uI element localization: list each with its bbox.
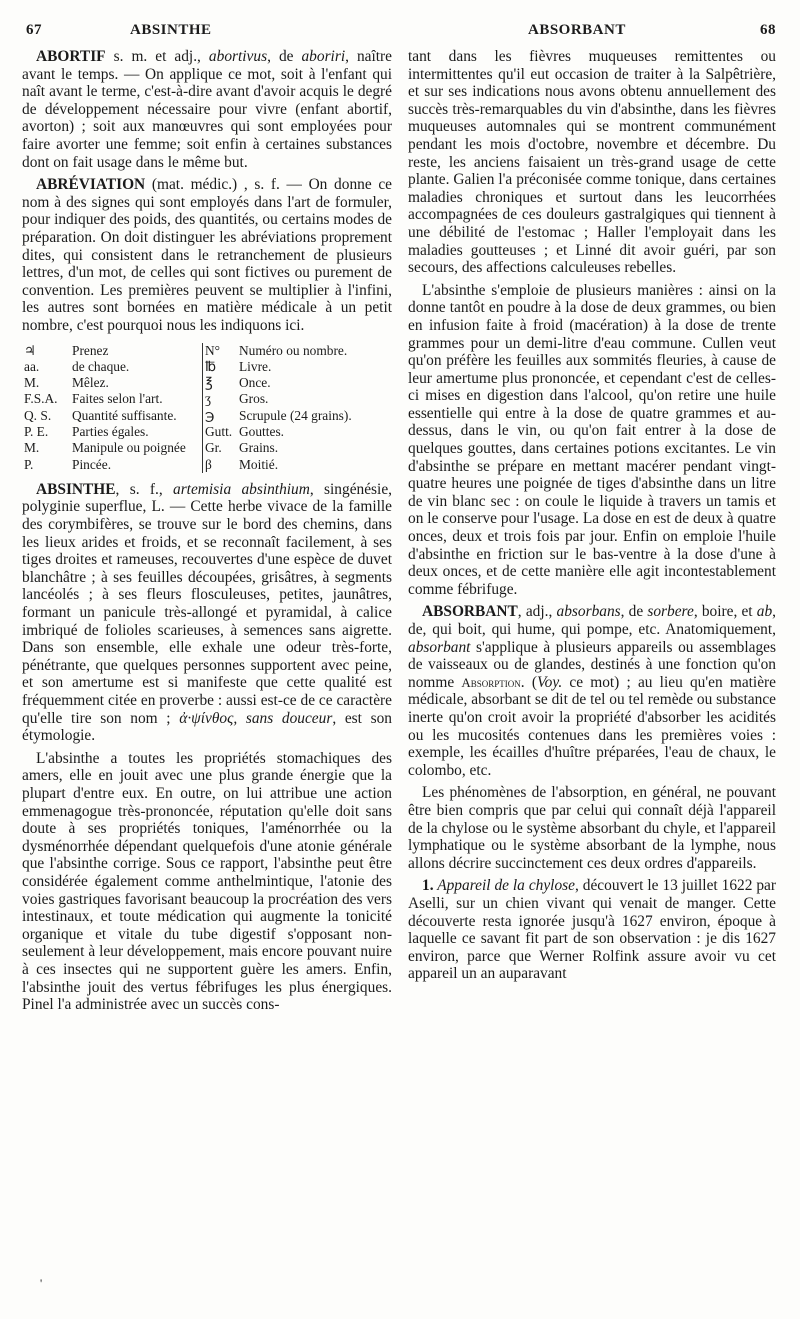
abbr-meaning: Moitié.: [239, 456, 279, 472]
text-fragment: . (: [520, 673, 537, 691]
abbreviation-row: [22, 391, 390, 407]
abbr-symbol: β: [205, 456, 212, 472]
abbr-symbol: ℥: [205, 375, 213, 391]
running-title-left: ABSINTHE: [130, 22, 212, 38]
page-mark: ': [40, 1276, 43, 1290]
small-caps-term: Absorption: [461, 674, 521, 690]
abbr-meaning: Prenez: [70, 343, 203, 359]
abbreviation-row: [22, 457, 390, 473]
abbr-symbol: M.: [24, 440, 40, 456]
abbr-symbol: ♃: [24, 342, 37, 358]
entry-head: ABORTIF: [36, 48, 106, 65]
entry-head: ABRÉVIATION: [36, 176, 146, 194]
latin-term: absorbant: [408, 638, 471, 656]
abbr-meaning: Parties égales.: [70, 424, 203, 440]
abbr-symbol: ʒ: [205, 391, 211, 407]
latin-term: artemisia absinthium: [173, 480, 310, 498]
abbr-meaning: Gouttes.: [239, 423, 285, 439]
entry-body: ce mot) ; au lieu qu'en matière médicale, absorbant se dit de tel ou tel remède ou substance inerte qu'on croit avoir la propriété d'absorber les acidités ou les mucosités contenues dans les premières voies : exemple, les écailles d'huître préparées, l'eau de chaux, le colombo, etc.: [408, 673, 776, 779]
abbr-symbol: Q. S.: [24, 407, 52, 423]
page-header: [26, 22, 776, 44]
abbr-meaning: Numéro ou nombre.: [239, 342, 348, 358]
abbr-meaning: Pincée.: [70, 457, 203, 473]
entry-absinthe: [22, 481, 392, 745]
latin-term: ab: [756, 603, 773, 621]
abbr-meaning: Faites selon l'art.: [70, 391, 203, 407]
entry-abreviation: [22, 176, 392, 334]
text-fragment: , de, qui boit, qui hume, qui pompe, etc. Anatomiquement,: [408, 603, 777, 638]
text-fragment: , de: [267, 48, 302, 65]
abbreviation-row: [22, 424, 390, 440]
abbreviation-row: [22, 359, 390, 375]
text-fragment: , boire, et: [693, 603, 757, 621]
text-fragment: , est son étymologie.: [22, 709, 392, 745]
abbr-meaning: Quantité suffisante.: [70, 408, 203, 424]
page-number-right: 68: [760, 22, 776, 38]
paragraph-absorption-phenomena: Les phénomènes de l'absorption, en général, ne pouvant être bien compris que par celui qui connaît déjà l'appareil de la chylose ou le système absorbant du chyle, et l'appareil lymphatique ou le système absorbant de la lymphe, nous allons décrire succinctement ces deux ordres d'appareils.: [408, 784, 776, 872]
entry-body: , naître avant le temps. — On applique ce mot, soit à l'enfant qui naît avant le terme, c'est-à-dire avant d'avoir acquis le degré de développement nécessaire pour vivre (enfant abortif, avorton) ; soit aux manœuvres qui sont employées pour faire avorter une femme; soit enfin à certaines substances dont on fait usage dans le même but.: [22, 48, 393, 171]
abbr-symbol: ℈: [205, 407, 215, 423]
abbr-symbol: P. E.: [24, 423, 49, 439]
right-column: [408, 48, 776, 983]
abbr-meaning: Once.: [239, 375, 271, 391]
abbr-meaning: Manipule ou poignée: [70, 440, 203, 456]
abbreviation-row: [22, 408, 390, 424]
section-title: Appareil de la chylose: [433, 877, 575, 895]
abbreviation-row: [22, 343, 390, 359]
page-number-left: 67: [26, 22, 42, 38]
entry-gram: s. m. et adj.,: [105, 48, 209, 65]
abbreviation-table: [22, 343, 390, 473]
latin-term: aboriri: [301, 48, 346, 65]
text-fragment: , de: [620, 603, 648, 621]
paragraph-absinthe-properties: L'absinthe a toutes les propriétés stomachiques des amers, elle en jouit avec une plus grande énergie que la plupart d'entre eux. En outre, on lui attribue une action emmenagogue très-prononcée, réputation qu'elle doit sans doute à ses propriétés toniques, l'aménorrhée ou la dysménorrhée dépendant quelquefois d'une atonie générale que l'absinthe corrige. Sous ce rapport, l'absinthe peut être considérée également comme anthelmintique, l'atonie des voies gastriques favorisant beaucoup la procréation des vers intestinaux, et toute médication qui augmente la tonicité organique et vitale du tube digestif s'opposant non-seulement à leur développement, mais encore pouvant nuire à ces insectes qui ne supportent guère les amers. Enfin, l'absinthe jouit des vertus fébrifuges les plus énergiques. Pinel l'a administrée avec un succès cons-: [22, 749, 392, 1014]
entry-head: ABSINTHE: [36, 480, 116, 498]
entry-body: , singénésie, polyginie superflue, L. — Cette herbe vivace de la famille des corymbifères, se trouve sur le bord des chemins, dans les lieux arides et froids, et se reconnaît facilement, à ses tiges droites et rameuses, recouvertes d'une espèce de duvet blanchâtre ; à ses feuilles découpées, grisâtres, à segments lancéolés ; à ses fleurs flosculeuses, petites, jaunâtres, formant un panicule très-allongé et pyramidal, à calice imbriqué de folioles scarieuses, à semences sans aigrette. Dans son ensemble, elle exhale une odeur très-forte, pénétrante, que quelques personnes supportent avec peine, et son amertume est si manifeste que cette qualité est fréquemment citée en proverbe : aussi est-ce de ce caractère qu'elle tire son nom ;: [22, 480, 392, 727]
abbr-symbol: ℔: [205, 358, 216, 374]
running-title-right: ABSORBANT: [528, 22, 626, 38]
entry-gram: , s. f.,: [115, 480, 173, 498]
text-fragment: s'applique à plusieurs appareils ou assemblages de vaisseaux ou de glandes, destinés à une fonction qu'on nomme: [408, 638, 776, 691]
latin-term: absorbans: [556, 603, 621, 621]
cross-reference: Voy.: [536, 673, 563, 691]
paragraph-chylose: [408, 877, 776, 983]
abbr-meaning: Livre.: [239, 358, 272, 374]
entry-body: (mat. médic.) , s. f. — On donne ce nom à des signes qui sont employés dans l'art de formuler, pour indiquer des poids, des quantités, ou certains modes de préparation. On doit distinguer les abréviations proprement dites, qui consistent dans le retranchement de plusieurs lettres, d'un mot, de celles qui sont fictives ou purement de convention. Les premières peuvent se multiplier à l'infini, les autres sont bornées en matière médicale à un petit nombre, c'est pourquoi nous les indiquons ici.: [22, 176, 392, 334]
section-number: 1.: [422, 877, 434, 895]
paragraph-continued: tant dans les fièvres muqueuses remittentes ou intermittentes qu'il eut occasion de traiter à la Salpêtrière, et sur ses indications nous avons obtenu annuellement des succès très-remarquables du vin d'absinthe, dans les fièvres muqueuses automnales qui se montrent communément pendant les mois d'octobre, novembre et décembre. Du reste, les anciens faisaient un très-grand usage de cette plante. Galien l'a préconisée comme tonique, dans certaines maladies chroniques et surtout dans les leucorrhées accompagnées de ces douleurs gastralgiques qui tiennent à une débilité de l'estomac ; Haller l'employait dans les maladies goutteuses ; et Linné dit avoir guéri, par son secours, des affections calculeuses rebelles.: [408, 48, 776, 277]
entry-body: , découvert le 13 juillet 1622 par Aselli, sur un chien vivant qui venait de manger. Cette découverte resta ignorée jusqu'à 1627 environ, époque à laquelle ce savant fit part de son observation : je dis 1627 environ, parce que Werner Rolfink assure avoir vu cet appareil un an auparavant: [408, 877, 776, 983]
abbr-meaning: Gros.: [239, 391, 269, 407]
abbr-symbol: aa.: [24, 358, 40, 374]
entry-gram: , adj.,: [517, 603, 557, 621]
abbr-meaning: Mêlez.: [70, 375, 203, 391]
latin-term: sorbere: [647, 603, 694, 621]
latin-term: abortivus: [208, 48, 268, 65]
abbr-symbol: Gr.: [205, 440, 222, 456]
abbr-symbol: P.: [24, 456, 34, 472]
paragraph-absinthe-usage: L'absinthe s'emploie de plusieurs manières : ainsi on la donne tantôt en poudre à la dose de deux grammes, ou bien en infusion faite à froid (macération) à la dose de trente grammes pour un demi-litre d'eau commune. Cullen veut qu'on préfère les feuilles aux sommités fleuries, à cause de leur amertume plus prononcée, et cependant c'est de celles-ci mises en digestion dans l'alcool, qu'on retire une huile essentielle qui entre à la dose de quatre grammes et au-dessus, dans le vin, ou qu'on fait entrer à la dose de quelques gouttes, dans certaines potions excitantes. Le vin d'absinthe se prépare en mettant macérer pendant vingt-quatre heures une poignée de tiges d'absinthe dans un litre de vin blanc sec : on coule le liquide à travers un tamis et on le conserve pour l'usage. La dose en est de deux à quatre onces, deux et trois fois par jour. Enfin on emploie l'huile d'absinthe en friction sur le bas-ventre à la dose d'une à deux onces, et de cette manière elle agit incontestablement comme fébrifuge.: [408, 281, 776, 598]
abbr-meaning: Grains.: [239, 440, 279, 456]
abbr-meaning: de chaque.: [70, 359, 203, 375]
abbr-meaning: Scrupule (24 grains).: [239, 407, 352, 423]
abbr-symbol: Gutt.: [205, 423, 233, 439]
greek-etymology: ἀ·ψίνθος, sans douceur: [179, 709, 333, 727]
abbreviation-row: [22, 375, 390, 391]
abbr-symbol: M.: [24, 375, 40, 391]
entry-head: ABSORBANT: [422, 603, 518, 621]
abbr-symbol: N°: [205, 342, 221, 358]
entry-absorbant: [408, 603, 776, 779]
abbr-symbol: F.S.A.: [24, 391, 58, 407]
abbreviation-row: [22, 440, 390, 456]
left-column: [22, 48, 392, 1014]
entry-abortif: [22, 48, 392, 171]
